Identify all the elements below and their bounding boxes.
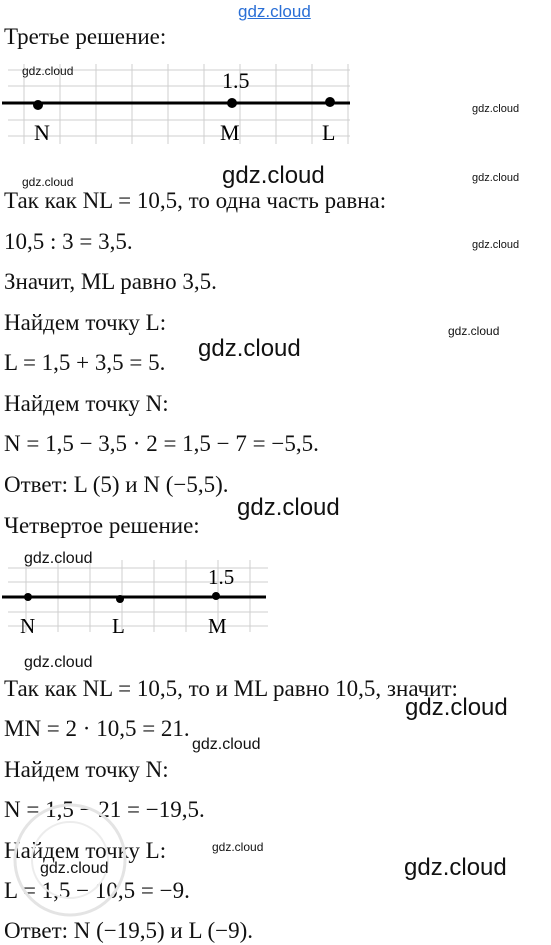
tick-label: 1.5 — [208, 565, 235, 589]
label-l: L — [112, 614, 125, 638]
watermark: gdz.cloud — [22, 64, 74, 78]
text-line: L = 1,5 + 3,5 = 5. — [4, 350, 166, 375]
watermark: gdz.cloud — [448, 324, 500, 338]
text-line: N = 1,5 − 21 = −19,5. — [4, 797, 205, 822]
text-line: Значит, ML равно 3,5. — [4, 269, 217, 294]
text-line: N = 1,5 − 3,5 · 2 = 1,5 − 7 = −5,5. — [4, 431, 319, 456]
watermark: gdz.cloud — [404, 854, 507, 881]
watermark: gdz.cloud — [24, 550, 93, 567]
number-line-figure — [0, 560, 280, 640]
watermark: gdz.cloud — [212, 840, 264, 854]
point-n — [24, 593, 32, 601]
label-m: M — [208, 614, 227, 638]
label-n: N — [20, 614, 36, 638]
watermark: gdz.cloud — [238, 2, 311, 21]
watermark: gdz.cloud — [472, 239, 520, 251]
point-l — [325, 97, 335, 107]
answer-line: Ответ: L (5) и N (−5,5). — [4, 472, 229, 497]
watermark: gdz.cloud — [222, 162, 325, 189]
text-line: MN = 2 · 10,5 = 21. — [4, 716, 190, 741]
label-m: M — [220, 120, 240, 145]
point-l — [116, 595, 124, 603]
text-line: Найдем точку L: — [4, 838, 167, 863]
answer-line: Ответ: N (−19,5) и L (−9). — [4, 918, 253, 943]
point-m — [227, 98, 237, 108]
tick-label: 1.5 — [222, 68, 250, 93]
watermark: gdz.cloud — [198, 335, 301, 362]
watermark: gdz.cloud — [40, 860, 109, 877]
text-line: Так как NL = 10,5, то и ML равно 10,5, значит: — [4, 676, 458, 701]
label-n: N — [34, 120, 50, 145]
label-l: L — [322, 120, 336, 145]
watermark: gdz.cloud — [24, 654, 93, 671]
text-line: 10,5 : 3 = 3,5. — [4, 229, 133, 254]
text-line: Найдем точку N: — [4, 757, 169, 782]
text-line: Так как NL = 10,5, то одна часть равна: — [4, 188, 387, 213]
watermark: gdz.cloud — [22, 175, 74, 189]
text-line: Найдем точку N: — [4, 391, 169, 416]
text-line: Найдем точку L: — [4, 310, 167, 335]
section-title: Четвертое решение: — [4, 513, 200, 538]
watermark: gdz.cloud — [472, 172, 520, 184]
text-line: L = 1,5 − 10,5 = −9. — [4, 878, 190, 903]
section-title: Третье решение: — [4, 24, 167, 49]
watermark: gdz.cloud — [472, 103, 520, 115]
point-m — [212, 592, 220, 600]
watermark: gdz.cloud — [405, 694, 508, 721]
watermark: gdz.cloud — [237, 494, 340, 521]
watermark: gdz.cloud — [192, 736, 261, 753]
point-n — [33, 100, 43, 110]
